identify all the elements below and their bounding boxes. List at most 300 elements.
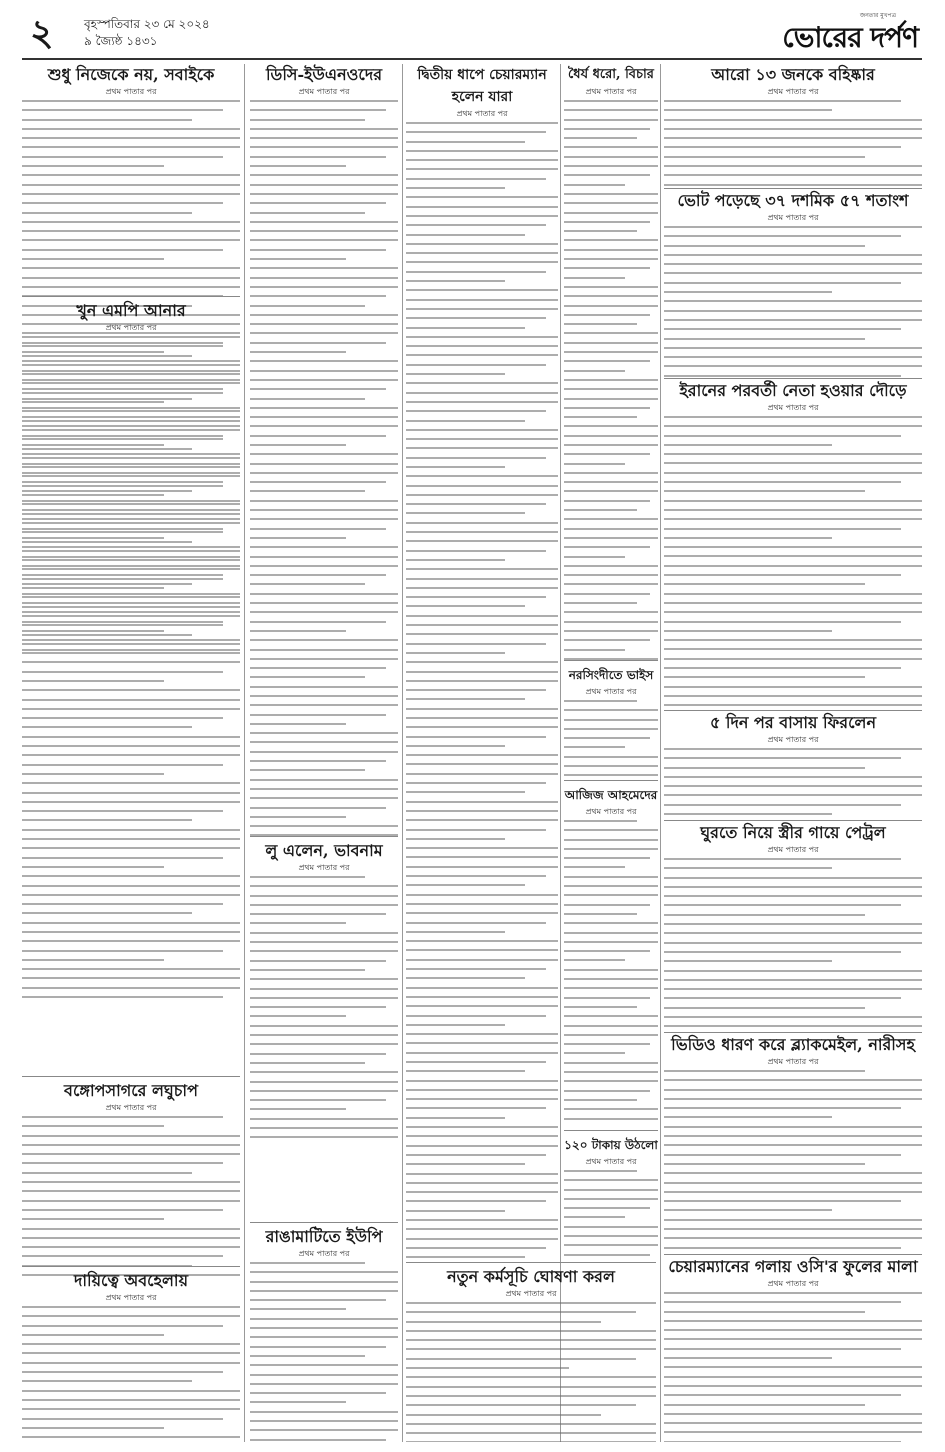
text-line [406, 736, 546, 738]
text-line [250, 969, 365, 971]
text-line [22, 420, 240, 422]
text-line [22, 959, 164, 961]
text-line [664, 263, 922, 265]
text-line [564, 829, 658, 831]
text-line [564, 746, 625, 748]
article-a4 [22, 1270, 240, 1442]
text-line [22, 578, 223, 580]
text-line [250, 156, 386, 158]
article-divider [22, 296, 240, 297]
text-line [664, 472, 922, 474]
text-line [664, 602, 922, 604]
text-line [664, 1366, 922, 1368]
text-line [664, 776, 922, 778]
text-line [406, 1321, 601, 1323]
text-line [406, 1173, 558, 1175]
text-line [406, 354, 558, 356]
text-line [406, 624, 558, 626]
text-line [22, 550, 240, 552]
text-line [22, 373, 240, 375]
article-a15 [664, 190, 922, 380]
headline: ১২০ টাকায় উঠলো [564, 1138, 658, 1152]
text-line [250, 407, 398, 409]
text-line [406, 977, 525, 979]
text-line [664, 156, 865, 158]
text-line [22, 1246, 240, 1248]
text-line [406, 168, 558, 170]
text-line [406, 1404, 636, 1406]
text-line [22, 801, 240, 803]
text-line [406, 829, 546, 831]
text-line [250, 714, 386, 716]
text-line [406, 754, 558, 756]
text-line [250, 723, 346, 725]
text-line [406, 1302, 656, 1304]
text-line [664, 695, 922, 697]
text-line [406, 373, 505, 375]
text-line [564, 1254, 650, 1256]
article-divider [564, 780, 658, 781]
text-line [664, 1357, 832, 1359]
text-line [250, 904, 398, 906]
text-line [406, 940, 558, 942]
text-line [22, 1362, 240, 1364]
text-line [250, 950, 398, 952]
text-line [250, 305, 365, 307]
text-line [664, 1329, 922, 1331]
article-a14 [664, 64, 922, 189]
article-divider [250, 836, 398, 837]
text-line [564, 593, 650, 595]
text-line [406, 131, 546, 133]
headline: ধৈর্য ধরো, বিচার [568, 67, 654, 82]
text-line [564, 351, 658, 353]
text-line [22, 829, 240, 831]
continuation-label: প্রথম পাতার পর [585, 87, 637, 96]
text-line [564, 1080, 658, 1082]
article-body [22, 336, 240, 1000]
text-line [564, 649, 625, 651]
text-line [22, 745, 240, 747]
text-line [664, 804, 901, 806]
text-line [22, 764, 223, 766]
text-line [564, 583, 658, 585]
text-line [664, 748, 922, 750]
text-line [406, 1015, 546, 1017]
text-line [250, 472, 398, 474]
text-line [564, 202, 658, 204]
article-a10 [564, 64, 658, 664]
text-line [664, 686, 922, 688]
text-line [664, 291, 832, 293]
text-line [406, 1358, 636, 1360]
text-line [664, 137, 922, 139]
text-line [664, 1209, 832, 1211]
text-line [664, 593, 922, 595]
text-line [250, 425, 398, 427]
text-line [22, 109, 223, 111]
text-line [664, 988, 922, 990]
text-line [22, 165, 164, 167]
article-body [406, 1302, 656, 1442]
text-line [22, 1315, 240, 1317]
headline: আজিজ আহমেদের [564, 788, 658, 802]
text-line [22, 847, 240, 849]
text-line [22, 1125, 164, 1127]
text-line [250, 239, 398, 241]
text-line [664, 128, 922, 130]
text-line [250, 360, 398, 362]
text-line [664, 704, 922, 706]
text-line [564, 398, 658, 400]
article-a13 [564, 1134, 658, 1262]
continuation-label: প্রথম পাতার পর [585, 1157, 637, 1166]
text-line [664, 667, 901, 669]
text-line [664, 1237, 922, 1239]
date-english-bengali: বৃহস্পতিবার ২৩ মে ২০২৪ [84, 17, 210, 31]
text-line [250, 1364, 398, 1366]
text-line [250, 146, 398, 148]
text-line [564, 360, 650, 362]
text-line [406, 215, 558, 217]
text-line [250, 128, 398, 130]
text-line [250, 509, 398, 511]
text-line [664, 1200, 901, 1202]
text-line [406, 252, 558, 254]
headline: বঙ্গোপসাগরে লঘুচাপ [64, 1081, 198, 1100]
text-line [250, 295, 386, 297]
text-line [564, 342, 658, 344]
text-line [406, 512, 525, 514]
text-line [564, 174, 650, 176]
text-line [664, 347, 922, 349]
article-body [564, 1170, 658, 1262]
text-line [406, 336, 558, 338]
text-line [406, 1089, 558, 1091]
text-line [406, 903, 558, 905]
text-line [250, 1262, 365, 1264]
text-line [22, 541, 192, 543]
text-line [664, 319, 922, 321]
text-line [250, 1420, 398, 1422]
text-line [406, 810, 558, 812]
text-line [250, 1355, 365, 1357]
text-line [564, 630, 658, 632]
text-line [664, 1144, 922, 1146]
text-line [250, 988, 398, 990]
text-line [22, 1380, 192, 1382]
text-line [22, 119, 192, 121]
text-line [664, 444, 832, 446]
text-line [406, 1395, 656, 1397]
text-line [22, 239, 240, 241]
text-line [250, 797, 398, 799]
text-line [564, 1062, 658, 1064]
text-line [22, 258, 164, 260]
text-line [564, 537, 658, 539]
article-body [664, 100, 922, 189]
text-line [564, 1006, 637, 1008]
text-line [250, 351, 346, 353]
text-line [564, 885, 658, 887]
text-line [22, 1255, 223, 1257]
article-divider [250, 1222, 398, 1223]
text-line [664, 100, 901, 102]
text-line [406, 1200, 546, 1202]
article-divider [564, 660, 658, 661]
text-line [22, 968, 240, 970]
text-line [564, 1216, 625, 1218]
text-line [406, 1386, 656, 1388]
continuation-label: প্রথম পাতার পর [298, 863, 350, 872]
text-line [664, 425, 922, 427]
article-a12 [564, 784, 658, 1124]
text-line [406, 420, 525, 422]
text-line [564, 128, 650, 130]
text-line [250, 249, 386, 251]
text-line [664, 1431, 922, 1433]
text-line [564, 435, 658, 437]
text-line [22, 894, 240, 896]
text-line [564, 314, 650, 316]
text-line [250, 1118, 398, 1120]
text-line [564, 866, 625, 868]
text-line [22, 671, 223, 673]
article-divider [22, 1266, 240, 1267]
headline: দায়িত্বে অবহেলায় [73, 1271, 188, 1290]
text-line [664, 923, 922, 925]
text-line [406, 1005, 558, 1007]
text-line [250, 825, 398, 827]
text-line [22, 1218, 164, 1220]
text-line [22, 559, 240, 561]
headline: ইরানের পরবর্তী নেতা হওয়ার দৌড়ে [679, 381, 907, 400]
text-line [22, 866, 164, 868]
text-line [22, 1181, 240, 1183]
text-line [406, 122, 558, 124]
article-body [664, 858, 922, 1032]
text-line [664, 1070, 865, 1072]
text-line [250, 398, 365, 400]
text-line [22, 1352, 240, 1354]
text-line [406, 280, 505, 282]
column-divider [560, 64, 561, 1442]
text-line [564, 1244, 658, 1246]
text-line [250, 732, 398, 734]
text-line [22, 596, 240, 598]
text-line [250, 630, 346, 632]
text-line [22, 940, 240, 942]
text-line [22, 1343, 240, 1345]
text-line [406, 475, 558, 477]
text-line [22, 792, 240, 794]
text-line [406, 466, 505, 468]
text-line [250, 537, 346, 539]
text-line [22, 221, 240, 223]
text-line [664, 1320, 922, 1322]
text-line [664, 565, 922, 567]
text-line [664, 658, 922, 660]
continuation-label: প্রথম পাতার পর [767, 213, 819, 222]
text-line [664, 119, 922, 121]
text-line [22, 1306, 240, 1308]
text-line [564, 941, 658, 943]
text-line [250, 453, 398, 455]
text-line [564, 267, 650, 269]
text-line [406, 922, 546, 924]
text-line [250, 230, 398, 232]
article-a11 [564, 664, 658, 784]
text-line [250, 193, 398, 195]
text-line [406, 894, 558, 896]
text-line [564, 156, 658, 158]
text-line [406, 726, 558, 728]
text-line [406, 503, 546, 505]
text-line [250, 978, 398, 980]
text-line [250, 913, 386, 915]
text-line [22, 466, 240, 468]
text-line [564, 370, 625, 372]
article-divider [22, 1076, 240, 1077]
text-line [406, 1117, 505, 1119]
continuation-label: প্রথম পাতার পর [505, 1289, 557, 1298]
text-line [664, 676, 865, 678]
article-a18 [664, 822, 922, 1032]
text-line [22, 652, 240, 654]
text-line [250, 1006, 386, 1008]
text-line [406, 1052, 558, 1054]
text-line [664, 942, 922, 944]
text-line [22, 448, 192, 450]
text-line [250, 695, 398, 697]
logo-tagline: জনতার মুখপত্র [859, 12, 896, 19]
text-line [664, 1247, 901, 1249]
text-line [250, 119, 365, 121]
text-line [406, 1080, 558, 1082]
text-line [564, 1034, 658, 1036]
text-line [406, 1042, 558, 1044]
text-line [250, 1346, 386, 1348]
text-line [22, 1135, 240, 1137]
text-line [564, 1189, 658, 1191]
text-line [564, 277, 625, 279]
text-line [406, 1348, 656, 1350]
text-line [250, 137, 398, 139]
text-line [406, 224, 546, 226]
article-a3 [22, 1080, 240, 1280]
headline: চেয়ারম্যানের গলায় ওসি'র ফুলের মালা [668, 1257, 918, 1276]
text-line [250, 165, 346, 167]
text-line [250, 286, 398, 288]
text-line [250, 1392, 386, 1394]
text-line [250, 932, 398, 934]
text-line [250, 388, 386, 390]
text-line [664, 877, 922, 879]
text-line [406, 327, 525, 329]
text-line [250, 741, 398, 743]
text-line [406, 856, 558, 858]
text-line [406, 317, 546, 319]
text-line [406, 494, 558, 496]
text-line [564, 728, 658, 730]
text-line [22, 286, 240, 288]
text-line [250, 1336, 398, 1338]
text-line [664, 537, 832, 539]
article-body [406, 122, 558, 1264]
text-line [406, 949, 558, 951]
text-line [406, 141, 525, 143]
text-line [250, 518, 398, 520]
text-line [406, 866, 558, 868]
text-line [22, 950, 223, 952]
text-line [664, 254, 922, 256]
text-line [564, 611, 658, 613]
headline: ভোট পড়েছে ৩৭ দশমিক ৫৭ শতাংশ [677, 191, 909, 210]
text-line [22, 100, 240, 102]
text-line [22, 184, 240, 186]
article-a6 [250, 840, 398, 1140]
article-a5 [250, 64, 398, 844]
text-line [664, 757, 901, 759]
article-divider [564, 1130, 658, 1131]
text-line [22, 522, 240, 524]
article-a20 [664, 1256, 922, 1442]
text-line [22, 156, 223, 158]
text-line [406, 438, 558, 440]
text-line [22, 773, 164, 775]
text-line [250, 788, 398, 790]
text-line [664, 1089, 922, 1091]
text-line [22, 810, 223, 812]
text-line [250, 593, 398, 595]
text-line [664, 1126, 922, 1128]
text-line [406, 1135, 558, 1137]
text-line [664, 462, 922, 464]
article-body [664, 416, 922, 710]
article-body [22, 1306, 240, 1442]
text-line [406, 652, 505, 654]
text-line [564, 639, 650, 641]
text-line [250, 1290, 398, 1292]
text-line [250, 109, 386, 111]
text-line [250, 1383, 398, 1385]
text-line [250, 332, 398, 334]
text-line [406, 234, 525, 236]
text-line [664, 574, 901, 576]
text-line [664, 914, 865, 916]
text-line [250, 769, 365, 771]
text-line [250, 528, 386, 530]
text-line [22, 475, 240, 477]
text-line [664, 528, 901, 530]
text-line [664, 1079, 922, 1081]
text-line [22, 457, 240, 459]
continuation-label: প্রথম পাতার পর [456, 109, 508, 118]
text-line [564, 894, 658, 896]
column-divider [660, 64, 661, 1442]
text-line [664, 1154, 901, 1156]
text-line [564, 184, 625, 186]
text-line [250, 1401, 346, 1403]
text-line [664, 932, 922, 934]
text-line [406, 791, 525, 793]
text-line [664, 886, 922, 888]
article-body [564, 100, 658, 664]
text-line [664, 1348, 901, 1350]
text-line [22, 977, 240, 979]
headline: নতুন কর্মসূচি ঘোষণা করল [447, 1267, 615, 1286]
text-line [564, 481, 658, 483]
